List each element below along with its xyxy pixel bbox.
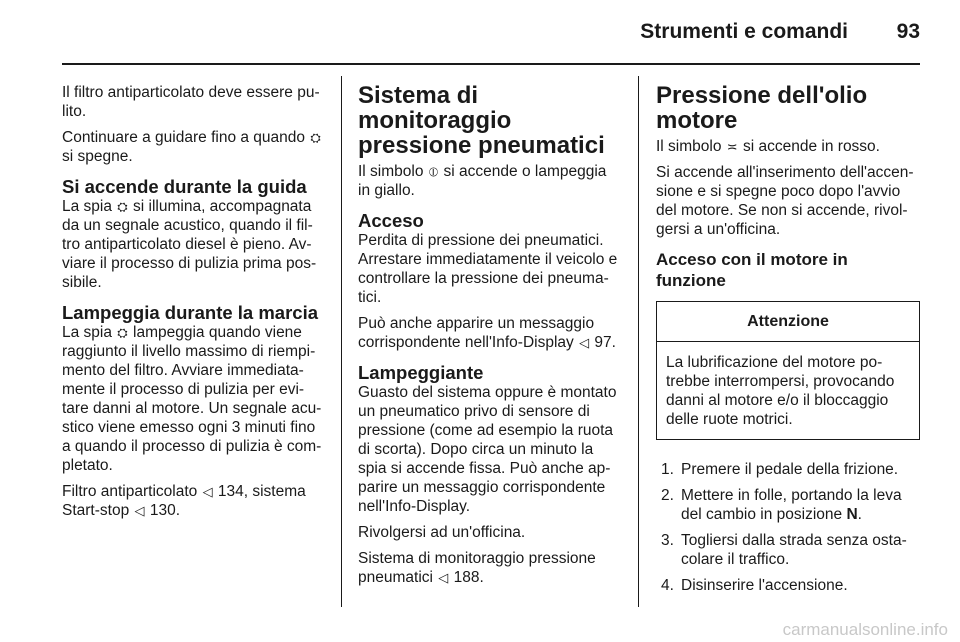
column-1 [62, 83, 326, 527]
page-reference-icon: ◁ [438, 570, 449, 585]
paragraph [62, 323, 326, 475]
text: si spegne. [62, 148, 133, 165]
text: Sistema di monitoraggio pressione pneumatici [358, 550, 596, 586]
column-2 [358, 83, 622, 594]
step-text: Disinserire l'accensione. [681, 577, 848, 594]
heading: Acceso con il motore in funzione [656, 250, 848, 290]
column-divider [341, 76, 342, 607]
page-header [62, 20, 920, 64]
column-3 [656, 83, 920, 602]
list-item [656, 576, 920, 595]
list-item [656, 486, 920, 524]
step-number: 1. [661, 461, 674, 478]
text: 130. [149, 502, 180, 519]
paragraph: Perdita di pressione dei pneumatici. Arrestare immediatamente il veicolo e controllare la pressione dei pneuma-tici. [358, 232, 618, 306]
paragraph: Guasto del sistema oppure è montato un pneumatico privo di sensore di pressione (come ad esempio la ruota di scorta). Dopo circa un minuto la spia si accende fissa. Può anche ap-parire un messaggio corrispondente nell'Info-Display. [358, 384, 617, 515]
paragraph [358, 162, 622, 200]
text: si accende in rosso. [743, 138, 880, 155]
column-divider [638, 76, 639, 607]
step-number: 3. [661, 532, 674, 549]
text: 134, sistema Start-stop [62, 483, 306, 519]
text: lampeggia quando viene raggiunto il livello massimo di riempi-mento del filtro. Avviare immediata-mente il processo di pulizia per evi-tare danni al motore. Un segnale acu-stico viene emesso ogni 3 minuti fino a quando il processo di pulizia è com-pletato. [62, 324, 322, 474]
paragraph [358, 314, 622, 352]
step-text: Mettere in folle, portando la leva del cambio in posizione [681, 487, 902, 523]
paragraph [62, 197, 326, 292]
heading: Acceso [358, 210, 424, 231]
page-number: 93 [896, 20, 920, 43]
step-text-end: . [857, 506, 862, 523]
section-title: Pressione dell'olio motore [656, 82, 868, 134]
dpf-warning-icon: ⛭ [310, 130, 321, 145]
paragraph: Rivolgersi ad un'officina. [358, 524, 526, 541]
paragraph [62, 128, 326, 166]
text: Filtro antiparticolato [62, 483, 198, 500]
header-rule [62, 63, 920, 65]
header-title: Strumenti e comandi [640, 20, 848, 43]
text: si illumina, accompagnata da un segnale acustico, quando il fil-tro antiparticolato diesel è pieno. Av-viare il processo di pulizia prima pos-sibile. [62, 198, 317, 291]
warning-title: Attenzione [657, 302, 919, 342]
warning-box [656, 301, 920, 440]
list-item [656, 531, 920, 569]
heading: Si accende durante la guida [62, 176, 307, 197]
oil-can-icon: ≍ [726, 139, 738, 154]
page-reference-icon: ◁ [579, 335, 590, 350]
paragraph [62, 482, 326, 520]
heading: Lampeggia durante la marcia [62, 302, 319, 323]
paragraph: Il filtro antiparticolato deve essere pu-lito. [62, 84, 320, 120]
step-text: Togliersi dalla strada senza osta-colare il traffico. [681, 532, 907, 568]
page-reference-icon: ◁ [202, 484, 213, 499]
text: Continuare a guidare fino a quando [62, 129, 306, 146]
text: La spia [62, 324, 112, 341]
list-item [656, 460, 920, 479]
text: Il simbolo [358, 163, 424, 180]
page-reference-icon: ◁ [134, 503, 145, 518]
dpf-warning-icon: ⛭ [117, 325, 128, 340]
warning-body: La lubrificazione del motore po-trebbe interrompersi, provocando danni al motore e/o il bloccaggio delle ruote motrici. [666, 354, 895, 428]
tire-pressure-icon: ⦶ [428, 164, 439, 179]
gear-position: N [846, 506, 858, 523]
paragraph [358, 549, 622, 587]
text: Il simbolo [656, 138, 722, 155]
text: La spia [62, 198, 112, 215]
text: si accende o lampeggia in giallo. [358, 163, 607, 199]
dpf-warning-icon: ⛭ [117, 199, 128, 214]
text: 97. [594, 334, 616, 351]
step-text: Premere il pedale della frizione. [681, 461, 899, 478]
section-title: Sistema di monitoraggio pressione pneumatici [358, 82, 605, 159]
step-number: 2. [661, 487, 674, 504]
paragraph: Si accende all'inserimento dell'accen-sione e si spegne poco dopo l'avvio del motore. Se non si accende, rivol-gersi a un'officina. [656, 164, 914, 238]
paragraph [656, 137, 920, 156]
text: 188. [453, 569, 484, 586]
step-number: 4. [661, 577, 674, 594]
watermark: carmanualsonline.info [782, 620, 948, 639]
steps-list [656, 460, 920, 595]
heading: Lampeggiante [358, 362, 484, 383]
text: Può anche apparire un messaggio corrispondente nell'Info-Display [358, 315, 595, 351]
